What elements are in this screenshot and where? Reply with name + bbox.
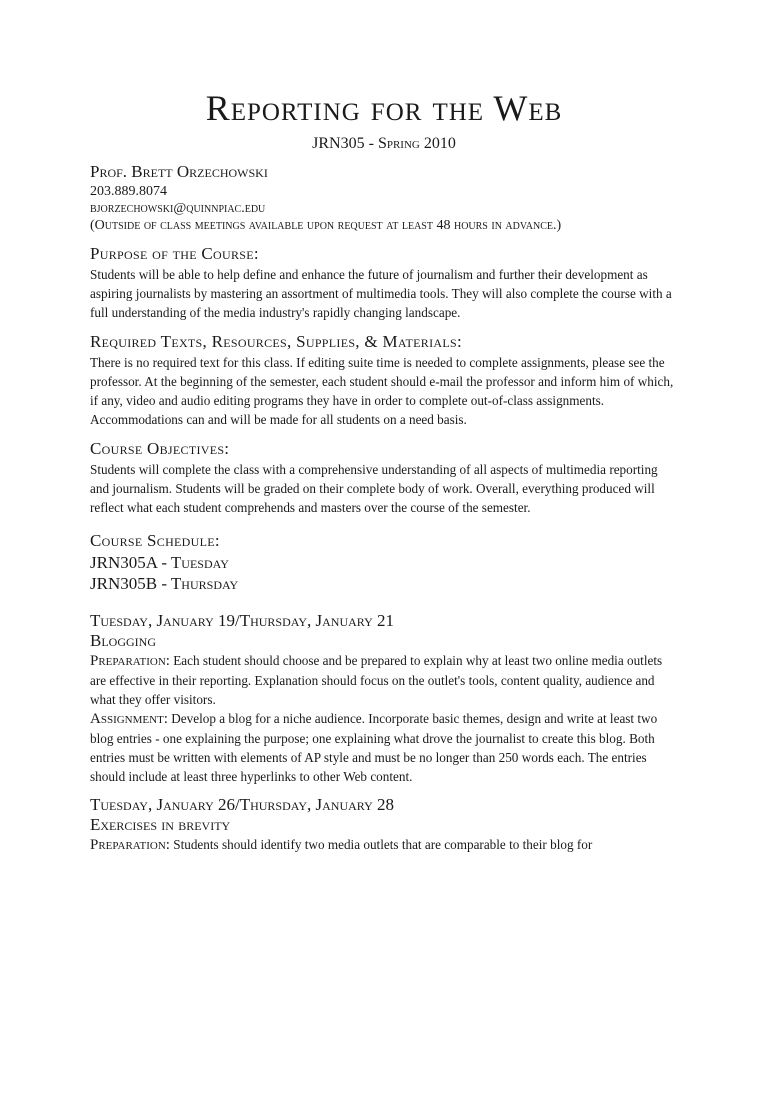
week-date: Tuesday, January 19/Thursday, January 21 xyxy=(90,611,395,630)
week-date: Tuesday, January 26/Thursday, January 28 xyxy=(90,795,395,814)
preparation-label: Preparation: xyxy=(90,653,170,669)
contact-block xyxy=(90,183,678,234)
assignment-text: Develop a blog for a niche audience. Incorporate basic themes, design and write at least two blog entries - one explaining the purpose; one explaining what drove the journalist to create this blog. Both entries must be written with elements of AP style and must be no longer than 250 words each. The entries should include at least three hyperlinks to other Web content. xyxy=(90,711,658,784)
instructor-name: Prof. Brett Orzechowski xyxy=(90,162,268,181)
week-preparation xyxy=(90,835,678,855)
preparation-label: Preparation: xyxy=(90,837,170,853)
week-preparation xyxy=(90,651,678,709)
week-2 xyxy=(90,795,678,855)
texts-body: There is no required text for this class. If editing suite time is needed to complete assignments, please see the professor. At the beginning of the semester, each student should e-mail the professor and inform him of which, if any, video and audio editing programs they have in order to complete out-of-class assignments. Accommodations can and will be made for all students on a need basis. xyxy=(90,355,674,427)
instructor-email: bjorzechowski@quinnpiac.edu xyxy=(90,201,266,216)
syllabus-page xyxy=(0,88,768,1112)
document-title: Reporting for the Web xyxy=(205,88,563,128)
schedule-section-a: JRN305A - Tuesday xyxy=(90,553,229,572)
instructor-phone: 203.889.8074 xyxy=(90,184,167,199)
purpose-heading: Purpose of the Course: xyxy=(90,244,259,263)
week-topic: Blogging xyxy=(90,631,156,650)
instructor-availability: (Outside of class meetings available upon request at least 48 hours in advance.) xyxy=(90,218,562,233)
course-subtitle: JRN305 - Spring 2010 xyxy=(312,135,456,152)
texts-heading: Required Texts, Resources, Supplies, & Materials: xyxy=(90,332,462,351)
week-assignment xyxy=(90,709,678,786)
preparation-text: Students should identify two media outlets that are comparable to their blog for xyxy=(169,837,593,852)
purpose-body: Students will be able to help define and enhance the future of journalism and further their development as aspiring journalists by mastering an assortment of multimedia tools. They will also complete the course with a full understanding of the media industry's rapidly changing landscape. xyxy=(90,267,672,320)
schedule-section-b: JRN305B - Thursday xyxy=(90,574,239,593)
assignment-label: Assignment: xyxy=(90,711,168,727)
objectives-heading: Course Objectives: xyxy=(90,439,230,458)
objectives-body: Students will complete the class with a comprehensive understanding of all aspects of multimedia reporting and journalism. Students will be graded on their complete body of work. Overall, everything produced will reflect what each student comprehends and masters over the course of the semester. xyxy=(90,462,658,515)
schedule-heading: Course Schedule: xyxy=(90,531,220,550)
preparation-text: Each student should choose and be prepared to explain why at least two online media outlets are effective in their reporting. Explanation should focus on the outlet's tools, content quality, audience and what they offer visitors. xyxy=(90,653,663,707)
week-1 xyxy=(90,611,678,786)
week-topic: Exercises in brevity xyxy=(90,815,231,834)
